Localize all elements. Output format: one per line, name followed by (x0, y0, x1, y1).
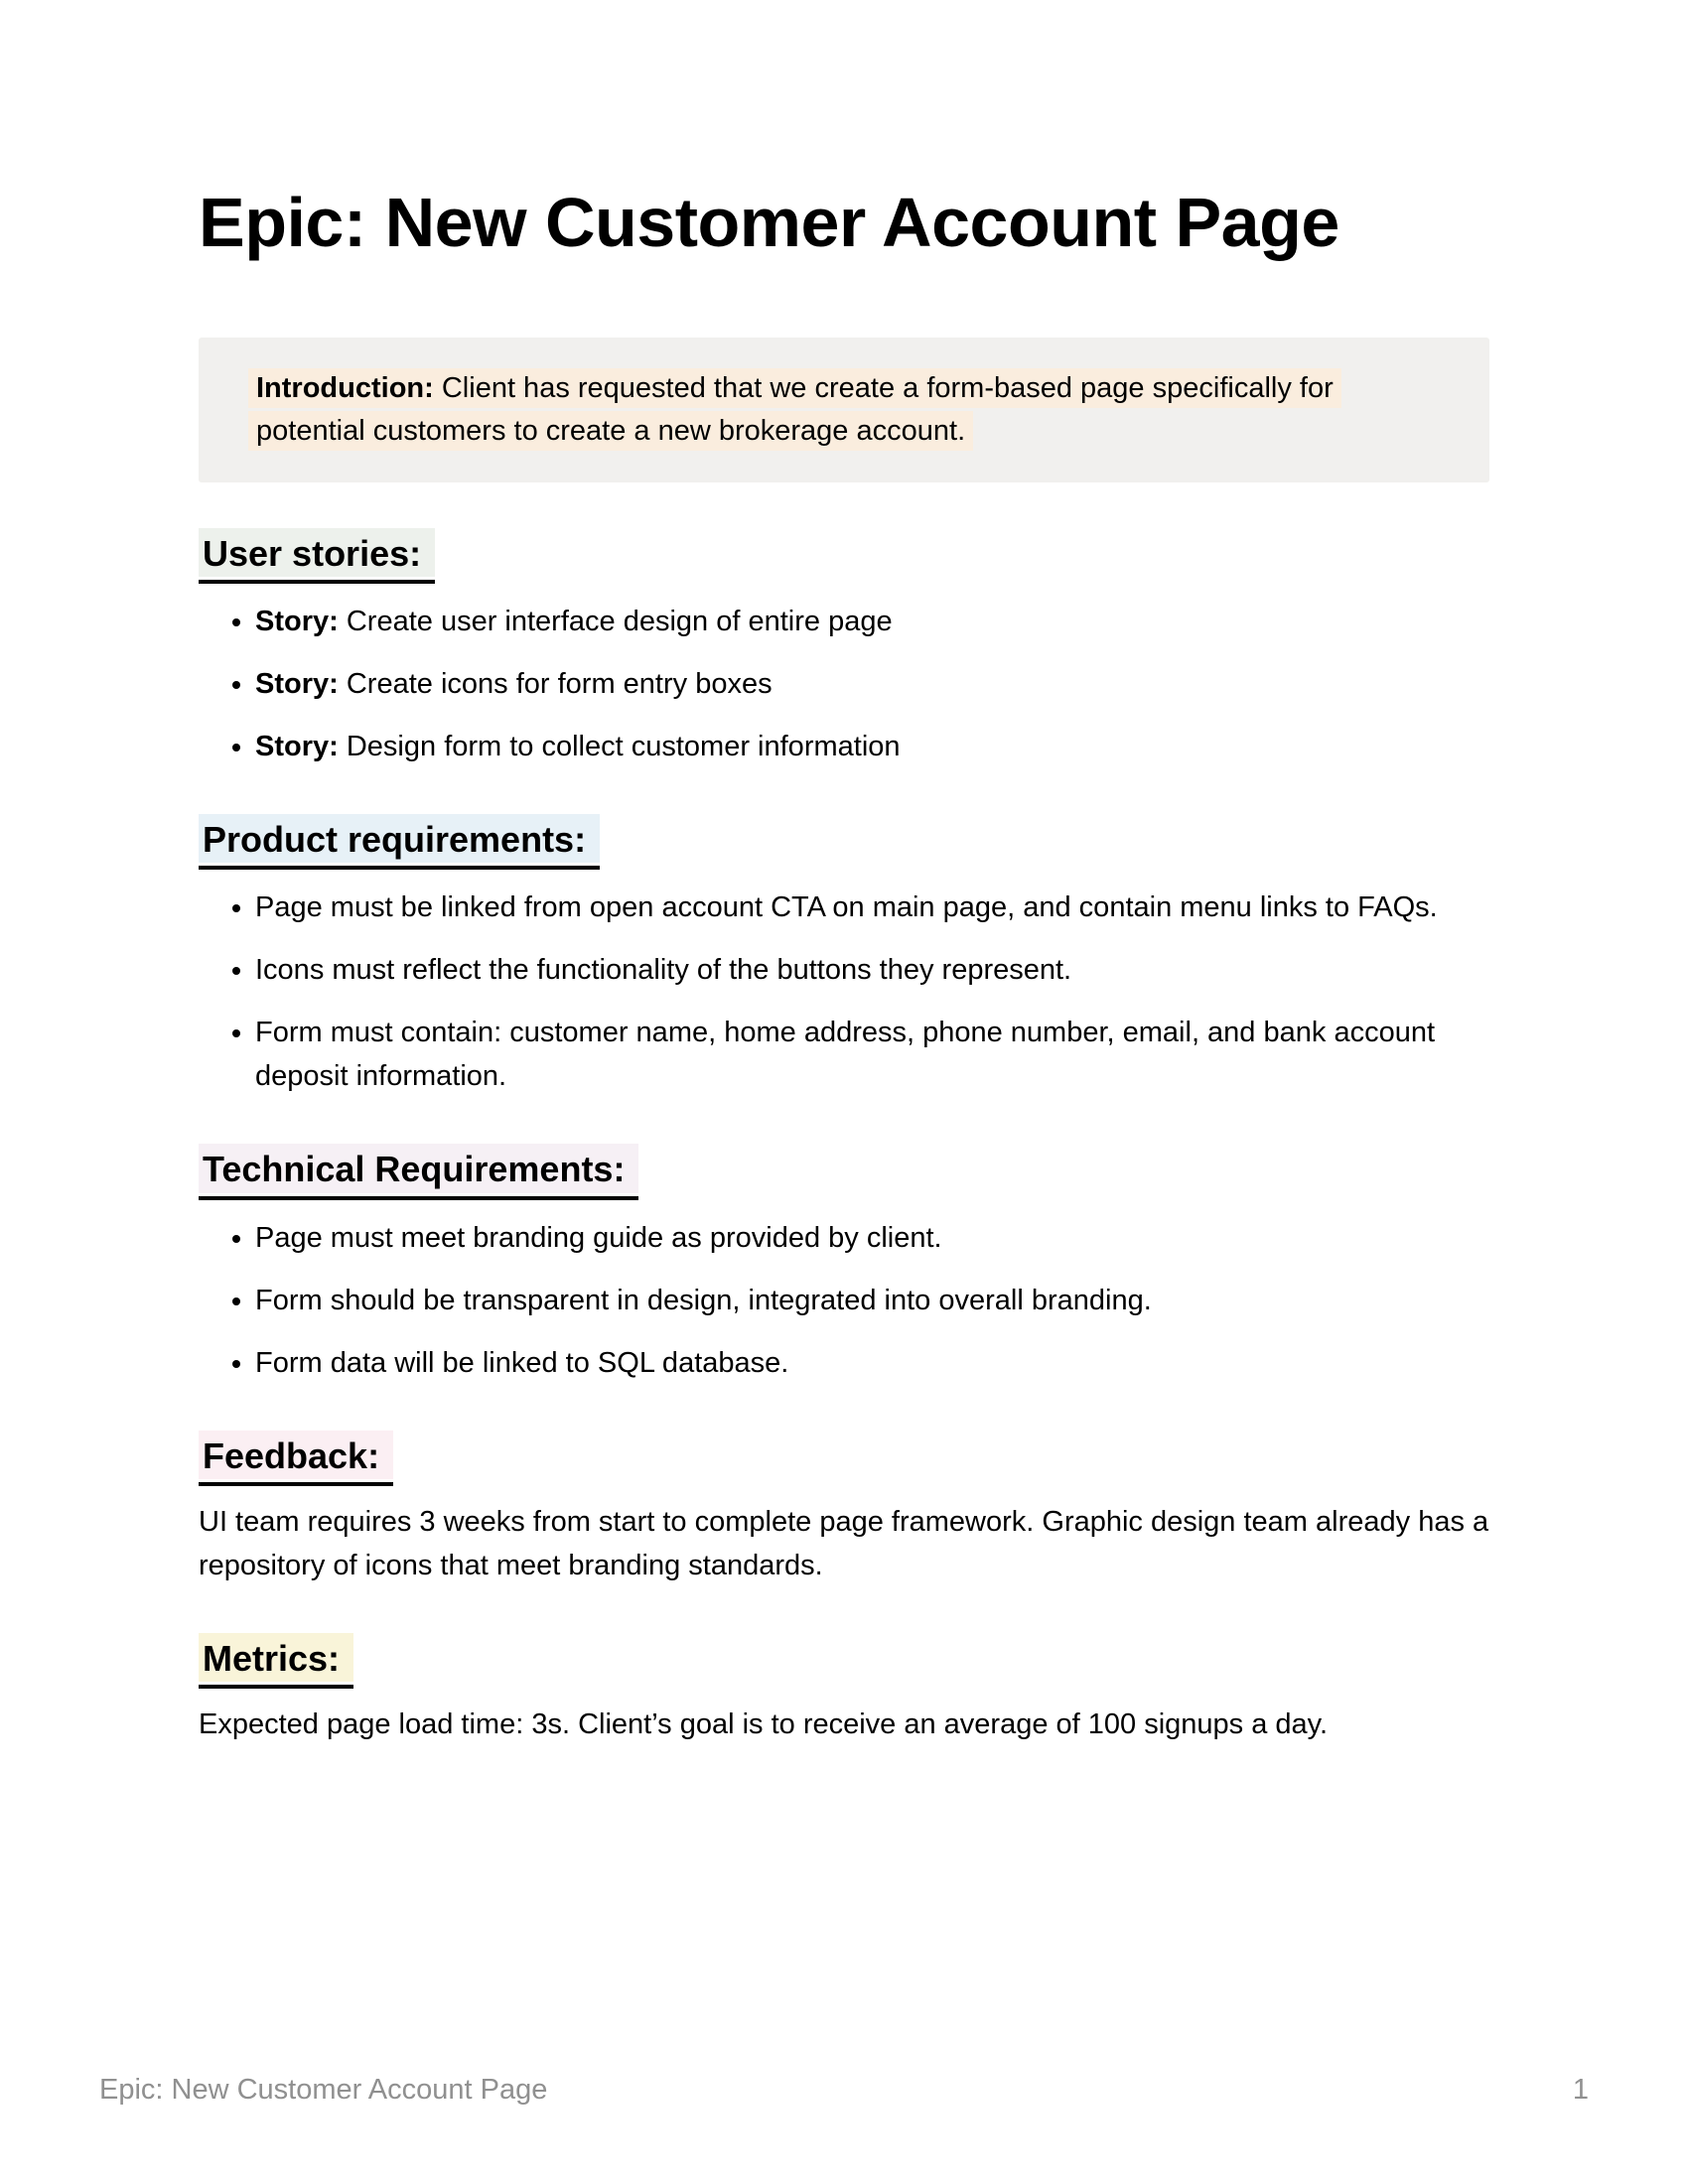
introduction-text: Client has requested that we create a form-based page specifically for potential customers to create a new brokerage account. (256, 372, 1334, 447)
section-technical-requirements (199, 1144, 1489, 1384)
heading-underline (199, 1144, 638, 1199)
bullet-text: Form data will be linked to SQL database. (255, 1346, 789, 1379)
list-item (255, 948, 1489, 992)
list-item (255, 725, 1489, 768)
heading-underline (199, 1633, 353, 1689)
section-heading-text: Product requirements: (199, 814, 600, 863)
bullet-text: Design form to collect customer information (346, 731, 901, 763)
introduction-label: Introduction: (256, 372, 434, 404)
section-heading-text: Feedback: (199, 1431, 393, 1479)
bullet-bold-label: Story: (255, 668, 339, 701)
section-product-requirements (199, 814, 1489, 1098)
section-heading-text: User stories: (199, 528, 435, 577)
heading-underline (199, 814, 600, 870)
section-heading (199, 1633, 1489, 1689)
feedback-paragraph: UI team requires 3 weeks from start to complete page framework. Graphic design team already has a repository of icons that meet branding standards. (199, 1505, 1489, 1581)
section-user-stories (199, 528, 1489, 768)
section-heading (199, 528, 1489, 584)
heading-underline (199, 1431, 393, 1486)
list-item (255, 886, 1489, 929)
document-content (0, 181, 1688, 1746)
bullet-bold-label: Story: (255, 606, 339, 638)
footer-document-title: Epic: New Customer Account Page (99, 2074, 548, 2106)
bullet-bold-label: Story: (255, 731, 339, 763)
page-footer (99, 2074, 1589, 2107)
bullet-text: Page must meet branding guide as provided by client. (255, 1221, 942, 1254)
section-metrics (199, 1633, 1489, 1746)
bullet-text: Icons must reflect the functionality of the buttons they represent. (255, 954, 1072, 987)
list-item (255, 1279, 1489, 1322)
footer-page-number: 1 (1572, 2074, 1589, 2106)
list-item (255, 600, 1489, 643)
section-feedback (199, 1431, 1489, 1587)
technical-requirements-list (199, 1216, 1489, 1385)
heading-underline (199, 528, 435, 584)
bullet-text: Page must be linked from open account CTA on main page, and contain menu links to FAQs. (255, 891, 1438, 924)
bullet-text: Create icons for form entry boxes (346, 668, 773, 701)
section-heading (199, 1144, 1489, 1199)
list-item (255, 1011, 1489, 1098)
introduction-paragraph (248, 367, 1440, 453)
bullet-text: Create user interface design of entire page (346, 606, 893, 638)
bullet-text: Form must contain: customer name, home address, phone number, email, and bank account deposit information. (255, 1017, 1436, 1093)
metrics-paragraph: Expected page load time: 3s. Client’s goal is to receive an average of 100 signups a day. (199, 1707, 1329, 1740)
list-item (255, 1341, 1489, 1385)
product-requirements-list (199, 886, 1489, 1098)
section-heading-text: Metrics: (199, 1633, 353, 1682)
page-title: Epic: New Customer Account Page (199, 184, 1339, 261)
list-item (255, 662, 1489, 706)
section-heading (199, 814, 1489, 870)
user-stories-list (199, 600, 1489, 768)
section-heading (199, 1431, 1489, 1486)
bullet-text: Form should be transparent in design, integrated into overall branding. (255, 1284, 1152, 1316)
list-item (255, 1216, 1489, 1260)
section-heading-text: Technical Requirements: (199, 1144, 638, 1192)
introduction-highlight (248, 368, 1341, 451)
introduction-callout (199, 338, 1489, 482)
